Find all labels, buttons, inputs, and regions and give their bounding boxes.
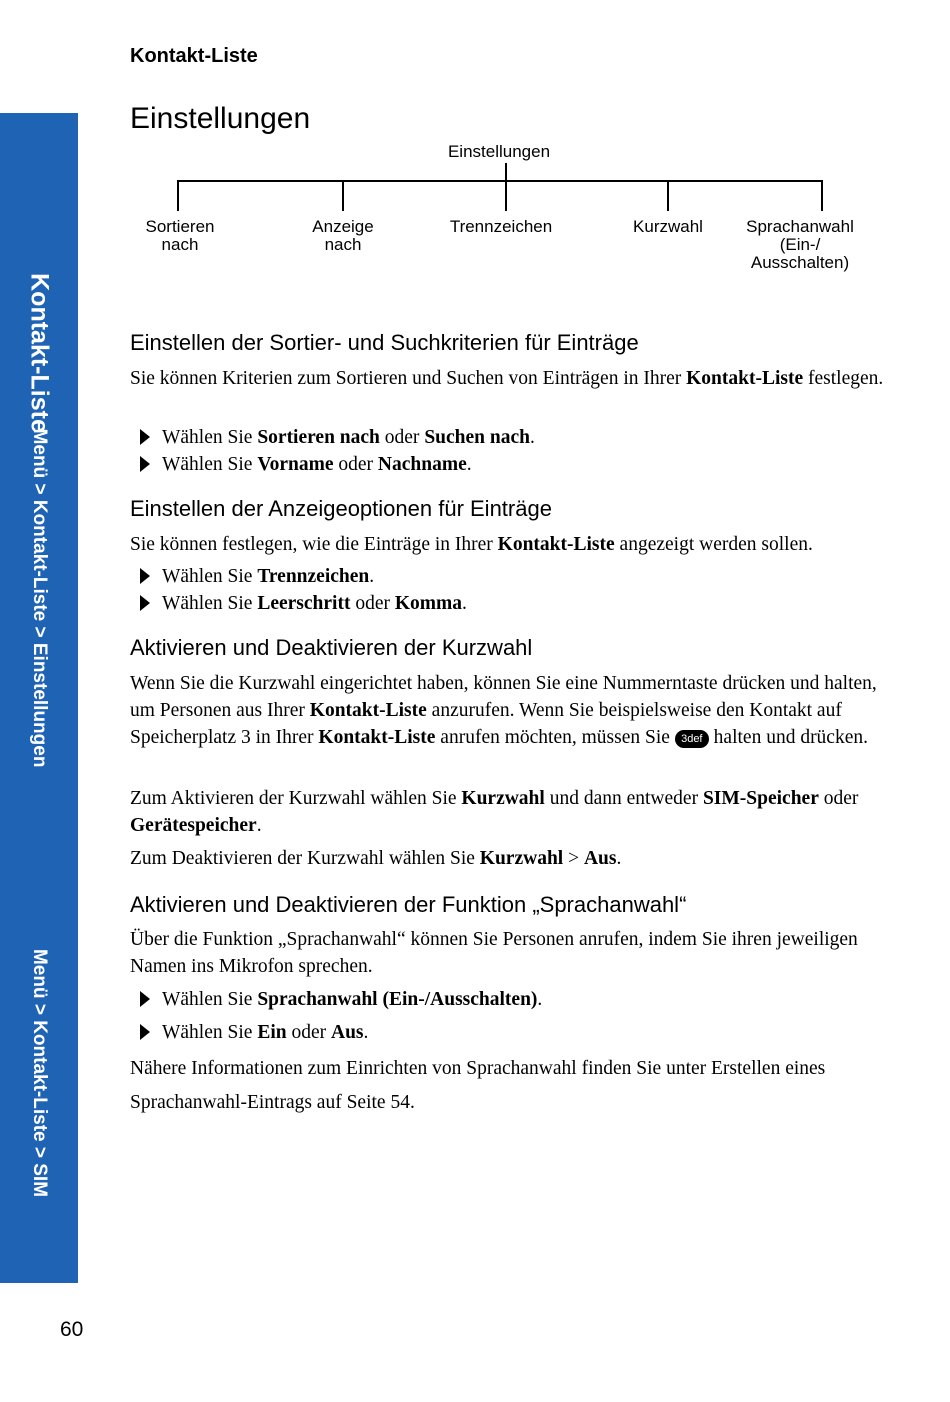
bullet-arrow-icon <box>140 456 150 472</box>
paragraph: Zum Aktivieren der Kurzwahl wählen Sie Kurzwahl und dann entweder SIM-Speicher oder Gerätespeicher. <box>130 788 859 836</box>
bullet-arrow-icon <box>140 568 150 584</box>
diagram-branch-line <box>821 180 823 211</box>
bullet-arrow-icon <box>140 429 150 445</box>
sidebar-menu-path-settings: Menü > Kontakt-Liste > Einstellungen <box>29 428 50 768</box>
paragraph: Nähere Informationen zum Einrichten von Sprachanwahl finden Sie unter Erstellen eines Sprachanwahl-Eintrags auf Seite 54. <box>130 1058 826 1113</box>
key-3-icon: 3def <box>675 730 709 748</box>
section-heading-speed-dial: Aktivieren und Deaktivieren der Kurzwahl <box>130 635 533 660</box>
running-header: Kontakt-Liste <box>130 45 258 67</box>
diagram-node-speed-dial: Kurzwahl <box>633 217 703 236</box>
paragraph: Sie können Kriterien zum Sortieren und Suchen von Einträgen in Ihrer Kontakt-Liste festlegen. <box>130 368 884 389</box>
page-title: Einstellungen <box>130 102 311 135</box>
diagram-horizontal-connector <box>177 180 822 182</box>
bullet-item: Wählen Sie Sortieren nach oder Suchen nach. <box>130 424 535 451</box>
paragraph: Sie können festlegen, wie die Einträge in Ihrer Kontakt-Liste angezeigt werden sollen. <box>130 534 813 555</box>
paragraph: Wenn Sie die Kurzwahl eingerichtet haben, können Sie eine Nummerntaste drücken und halten, um Personen aus Ihrer Kontakt-Liste anzurufen. Wenn Sie beispielsweise den Kontakt auf Speicherplatz 3 in Ihrer Kontakt-Liste anrufen möchten, müssen Sie 3def halten und drücken. <box>130 673 877 748</box>
section-heading-display-options: Einstellen der Anzeigeoptionen für Einträge <box>130 496 552 521</box>
bullet-item: Wählen Sie Trennzeichen. <box>130 563 374 590</box>
diagram-branch-line <box>667 180 669 211</box>
bullet-arrow-icon <box>140 595 150 611</box>
diagram-node-separator: Trennzeichen <box>449 217 553 236</box>
diagram-root-label: Einstellungen <box>447 142 551 161</box>
bullet-arrow-icon <box>140 991 150 1007</box>
diagram-node-display: Anzeige nach <box>312 217 374 254</box>
bullet-item: Wählen Sie Sprachanwahl (Ein-/Ausschalten). <box>130 986 542 1013</box>
bullet-item: Wählen Sie Vorname oder Nachname. <box>130 451 472 478</box>
sidebar-chapter-title: Kontakt-Liste <box>25 273 54 433</box>
paragraph: Über die Funktion „Sprachanwahl“ können Sie Personen anrufen, indem Sie ihren jeweiligen Namen ins Mikrofon sprechen. <box>130 929 858 977</box>
page-number: 60 <box>60 1318 84 1341</box>
section-heading-sort-criteria: Einstellen der Sortier- und Suchkriterien für Einträge <box>130 330 639 355</box>
bullet-arrow-icon <box>140 1024 150 1040</box>
diagram-branch-line <box>505 180 507 211</box>
sidebar-menu-path-sim: Menü > Kontakt-Liste > SIM <box>29 948 50 1198</box>
section-heading-voice-dial: Aktivieren und Deaktivieren der Funktion „Sprachanwahl“ <box>130 892 687 917</box>
diagram-branch-line <box>342 180 344 211</box>
bullet-item: Wählen Sie Ein oder Aus. <box>130 1019 368 1046</box>
diagram-node-voice-dial: Sprachanwahl (Ein-/ Ausschalten) <box>746 217 854 272</box>
sidebar-tab <box>0 113 78 1283</box>
diagram-node-sort: Sortieren nach <box>145 217 215 254</box>
diagram-root-connector <box>505 163 507 180</box>
bullet-item: Wählen Sie Leerschritt oder Komma. <box>130 590 467 617</box>
diagram-branch-line <box>177 180 179 211</box>
paragraph: Zum Deaktivieren der Kurzwahl wählen Sie Kurzwahl > Aus. <box>130 848 622 869</box>
